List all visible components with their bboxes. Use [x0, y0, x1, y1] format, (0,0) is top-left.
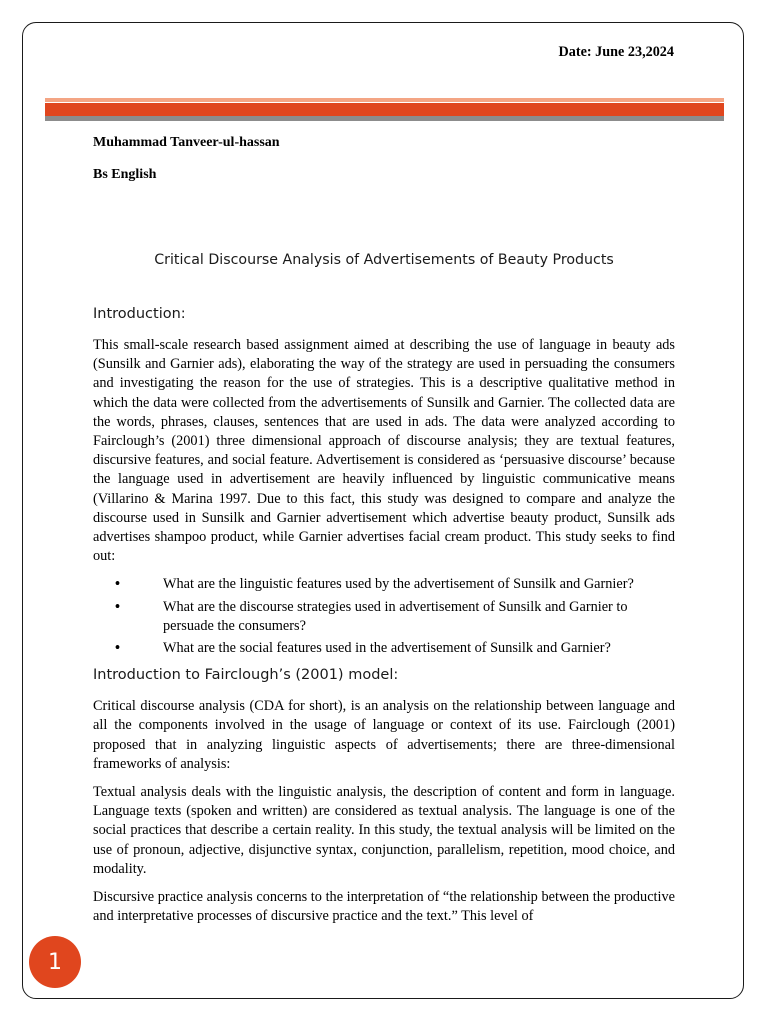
list-item [93, 575, 675, 594]
fairclough-paragraph-discursive: Discursive practice analysis concerns to the interpretation of “the relationship between the productive and interpretative processes of discursive practice and the text.” This level of [93, 889, 675, 925]
introduction-heading: Introduction: [93, 306, 186, 322]
header-band-gray [45, 116, 724, 121]
document-body [93, 303, 675, 935]
list-item [93, 598, 675, 636]
list-item [93, 639, 675, 658]
research-questions-list [93, 575, 675, 658]
author-block [93, 127, 280, 191]
fairclough-paragraph-textual: Textual analysis deals with the linguistic analysis, the description of content and form in language. Language texts (spoken and written) are considered as textual analysis. The language is one of the social practices that describe a certain reality. In this study, the textual analysis will be limited on the use of pronoun, adjective, disjunctive syntax, conjunction, parallelism, repetition, mood choice, and modality. [93, 784, 675, 877]
author-name: Muhammad Tanveer-ul-hassan [93, 135, 280, 150]
document-page [22, 22, 744, 999]
bullet-icon: • [115, 598, 121, 615]
fairclough-paragraph-cda: Critical discourse analysis (CDA for short), is an analysis on the relationship between language and all the components involved in the usage of language or context of its use. Fairclough (2001) proposed that in analyzing linguistic aspects of advertisements; there are three-dimensional frameworks of analysis: [93, 698, 675, 772]
bullet-icon: • [115, 640, 121, 657]
page-number-badge: 1 [29, 936, 81, 988]
document-title: Critical Discourse Analysis of Advertisements of Beauty Products [154, 252, 614, 268]
author-program: Bs English [93, 167, 157, 182]
document-date: Date: June 23,2024 [558, 44, 674, 60]
bullet-icon: • [115, 576, 121, 593]
fairclough-heading: Introduction to Fairclough’s (2001) model: [93, 667, 399, 684]
question-text: What are the discourse strategies used in advertisement of Sunsilk and Garnier to persuade the consumers? [163, 598, 628, 634]
header-band-light [45, 98, 724, 102]
introduction-paragraph: This small-scale research based assignment aimed at describing the use of language in beauty ads (Sunsilk and Garnier ads), elaborating the way of the strategy are used in persuading the consumers and investigating the reason for the use of strategies. This is a descriptive qualitative method in which the data were collected from the advertisements of Sunsilk and Garnier. The collected data are the words, phrases, clauses, sentences that are used in ads. The data were analyzed according to Fairclough’s (2001) three dimensional approach of discourse analysis; they are textual features, discursive features, and social feature. Advertisement is considered as ‘persuasive discourse’ because the language used in advertisement are heavily influenced by linguistic communicative means (Villarino & Marina 1997. Due to this fact, this study was designed to compare and analyze the discourse used in Sunsilk and Garnier advertisement which advertise beauty product, Sunsilk ads advertises shampoo product, while Garnier advertises facial cream product. This study seeks to find out: [93, 337, 675, 565]
question-text: What are the social features used in the advertisement of Sunsilk and Garnier? [163, 640, 611, 657]
question-text: What are the linguistic features used by the advertisement of Sunsilk and Garnier? [163, 576, 634, 593]
header-band-accent [45, 103, 724, 116]
